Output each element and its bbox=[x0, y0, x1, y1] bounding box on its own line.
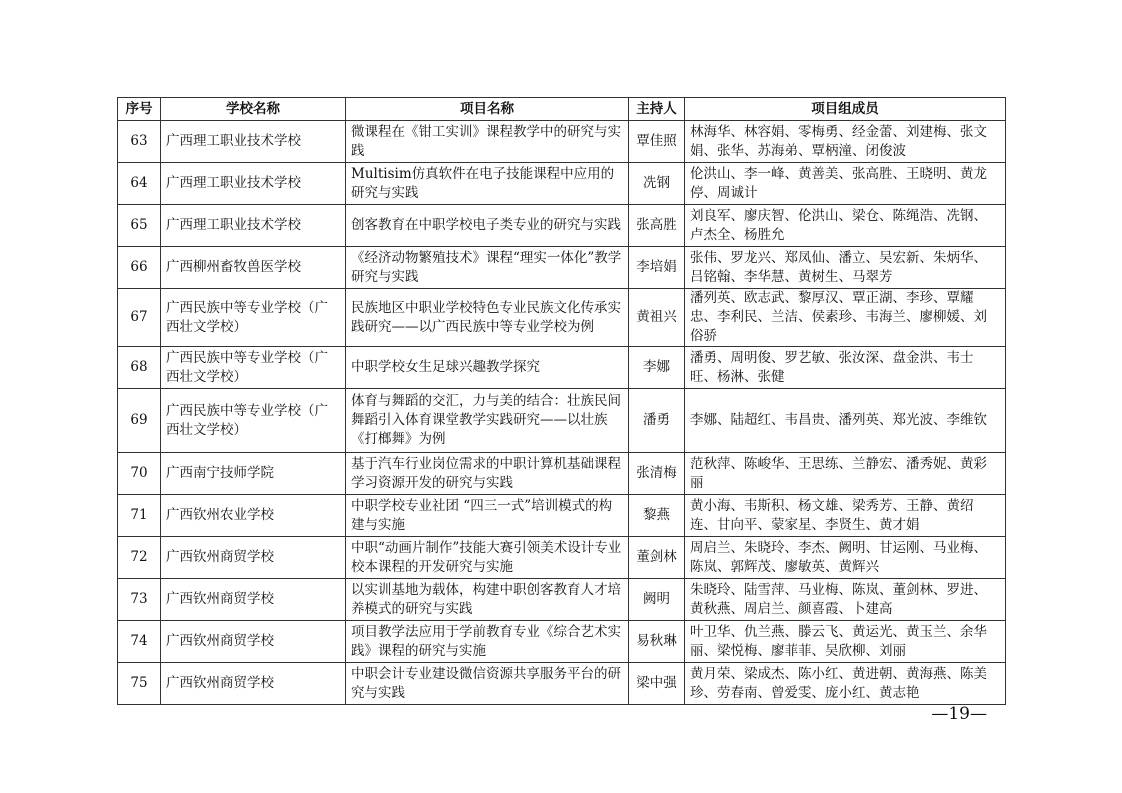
row-number: 72 bbox=[118, 537, 161, 579]
host-name: 董剑林 bbox=[629, 537, 685, 579]
project-name: 中职学校女生足球兴趣教学探究 bbox=[346, 347, 629, 389]
host-name: 黎燕 bbox=[629, 495, 685, 537]
team-members: 朱晓玲、陆雪萍、马业梅、陈岚、董剑林、罗进、黄秋燕、周启兰、颜喜霞、卜建高 bbox=[685, 579, 1006, 621]
table-row bbox=[118, 163, 1006, 205]
team-members: 周启兰、朱晓玲、李杰、阙明、甘运刚、马业梅、陈岚、郭辉茂、廖敏英、黄辉兴 bbox=[685, 537, 1006, 579]
project-name: 《经济动物繁殖技术》课程“理实一体化”教学研究与实践 bbox=[346, 247, 629, 289]
row-number: 63 bbox=[118, 121, 161, 163]
team-members: 李娜、陆超红、韦昌贵、潘列英、郑光波、李维钦 bbox=[685, 389, 1006, 453]
table-row bbox=[118, 621, 1006, 663]
table-row bbox=[118, 537, 1006, 579]
table-row bbox=[118, 121, 1006, 163]
host-name: 李娜 bbox=[629, 347, 685, 389]
header-members: 项目组成员 bbox=[685, 98, 1006, 121]
team-members: 刘良军、廖庆智、伦洪山、梁仓、陈绳浩、冼钢、卢杰全、杨胜允 bbox=[685, 205, 1006, 247]
school-name: 广西理工职业技术学校 bbox=[161, 205, 346, 247]
host-name: 张清梅 bbox=[629, 453, 685, 495]
table-row bbox=[118, 389, 1006, 453]
table-row bbox=[118, 247, 1006, 289]
row-number: 66 bbox=[118, 247, 161, 289]
row-number: 65 bbox=[118, 205, 161, 247]
school-name: 广西钦州商贸学校 bbox=[161, 579, 346, 621]
school-name: 广西理工职业技术学校 bbox=[161, 163, 346, 205]
team-members: 黄小海、韦斯积、杨文雄、梁秀芳、王静、黄绍连、甘向平、蒙家星、李贤生、黄才娟 bbox=[685, 495, 1006, 537]
row-number: 69 bbox=[118, 389, 161, 453]
school-name: 广西民族中等专业学校（广西壮文学校） bbox=[161, 289, 346, 347]
table-row bbox=[118, 347, 1006, 389]
project-name: 基于汽车行业岗位需求的中职计算机基础课程学习资源开发的研究与实践 bbox=[346, 453, 629, 495]
team-members: 叶卫华、仇兰燕、滕云飞、黄运光、黄玉兰、余华丽、梁悦梅、廖菲菲、吴欣柳、刘丽 bbox=[685, 621, 1006, 663]
host-name: 李培娟 bbox=[629, 247, 685, 289]
project-name: 中职会计专业建设微信资源共享服务平台的研究与实践 bbox=[346, 663, 629, 705]
header-school: 学校名称 bbox=[161, 98, 346, 121]
host-name: 冼钢 bbox=[629, 163, 685, 205]
team-members: 林海华、林容娟、零梅勇、经金蕾、刘建梅、张文娟、张华、苏海弟、覃柄潼、闭俊波 bbox=[685, 121, 1006, 163]
project-name: 以实训基地为载体，构建中职创客教育人才培养模式的研究与实践 bbox=[346, 579, 629, 621]
host-name: 易秋琳 bbox=[629, 621, 685, 663]
row-number: 64 bbox=[118, 163, 161, 205]
school-name: 广西民族中等专业学校（广西壮文学校） bbox=[161, 347, 346, 389]
school-name: 广西钦州商贸学校 bbox=[161, 621, 346, 663]
row-number: 68 bbox=[118, 347, 161, 389]
project-table bbox=[117, 97, 1006, 705]
table-row bbox=[118, 453, 1006, 495]
school-name: 广西钦州商贸学校 bbox=[161, 663, 346, 705]
table-row bbox=[118, 579, 1006, 621]
project-name: Multisim仿真软件在电子技能课程中应用的研究与实践 bbox=[346, 163, 629, 205]
row-number: 67 bbox=[118, 289, 161, 347]
row-number: 74 bbox=[118, 621, 161, 663]
project-name: 项目教学法应用于学前教育专业《综合艺术实践》课程的研究与实施 bbox=[346, 621, 629, 663]
host-name: 阙明 bbox=[629, 579, 685, 621]
team-members: 伦洪山、李一峰、黄善美、张高胜、王晓明、黄龙停、周诚计 bbox=[685, 163, 1006, 205]
school-name: 广西理工职业技术学校 bbox=[161, 121, 346, 163]
project-name: 体育与舞蹈的交汇，力与美的结合：壮族民间舞蹈引入体育课堂教学实践研究——以壮族《打榔舞》为例 bbox=[346, 389, 629, 453]
row-number: 75 bbox=[118, 663, 161, 705]
table-body bbox=[118, 121, 1006, 705]
row-number: 73 bbox=[118, 579, 161, 621]
team-members: 张伟、罗龙兴、郑凤仙、潘立、吴宏新、朱炳华、吕铭翰、李华慧、黄树生、马翠芳 bbox=[685, 247, 1006, 289]
table-row bbox=[118, 205, 1006, 247]
school-name: 广西南宁技师学院 bbox=[161, 453, 346, 495]
host-name: 梁中强 bbox=[629, 663, 685, 705]
header-project: 项目名称 bbox=[346, 98, 629, 121]
row-number: 71 bbox=[118, 495, 161, 537]
table-row bbox=[118, 495, 1006, 537]
header-host: 主持人 bbox=[629, 98, 685, 121]
header-no: 序号 bbox=[118, 98, 161, 121]
project-name: 微课程在《钳工实训》课程教学中的研究与实践 bbox=[346, 121, 629, 163]
project-name: 中职学校专业社团 “四三一式”培训模式的构建与实施 bbox=[346, 495, 629, 537]
school-name: 广西柳州畜牧兽医学校 bbox=[161, 247, 346, 289]
host-name: 张高胜 bbox=[629, 205, 685, 247]
team-members: 范秋萍、陈峻华、王思练、兰静宏、潘秀妮、黄彩丽 bbox=[685, 453, 1006, 495]
project-name: 中职“动画片制作”技能大赛引领美术设计专业校本课程的开发研究与实施 bbox=[346, 537, 629, 579]
team-members: 黄月荣、梁成杰、陈小红、黄进朝、黄海燕、陈美珍、劳春南、曾爱雯、庞小红、黄志艳 bbox=[685, 663, 1006, 705]
project-name: 创客教育在中职学校电子类专业的研究与实践 bbox=[346, 205, 629, 247]
table-row bbox=[118, 663, 1006, 705]
row-number: 70 bbox=[118, 453, 161, 495]
host-name: 潘勇 bbox=[629, 389, 685, 453]
team-members: 潘列英、欧志武、黎厚汉、覃正湖、李珍、覃耀忠、李利民、兰洁、侯素珍、韦海兰、廖柳媛、刘俗骄 bbox=[685, 289, 1006, 347]
project-name: 民族地区中职业学校特色专业民族文化传承实践研究——以广西民族中等专业学校为例 bbox=[346, 289, 629, 347]
page-number: —19— bbox=[931, 704, 987, 724]
school-name: 广西民族中等专业学校（广西壮文学校） bbox=[161, 389, 346, 453]
team-members: 潘勇、周明俊、罗艺敏、张汝深、盘金洪、韦士旺、杨淋、张健 bbox=[685, 347, 1006, 389]
host-name: 黄祖兴 bbox=[629, 289, 685, 347]
host-name: 覃佳照 bbox=[629, 121, 685, 163]
school-name: 广西钦州农业学校 bbox=[161, 495, 346, 537]
table-header-row bbox=[118, 98, 1006, 121]
school-name: 广西钦州商贸学校 bbox=[161, 537, 346, 579]
table-row bbox=[118, 289, 1006, 347]
